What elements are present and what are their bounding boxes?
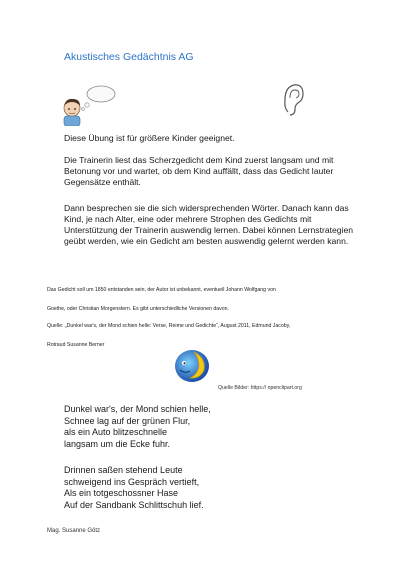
source-note-line: Goethe, oder Christian Morgenstern. Es gibt unterschiedliche Versionen davon. <box>47 306 229 312</box>
poem-line: Dunkel war's, der Mond schien helle, <box>64 404 211 414</box>
poem-stanza-2 <box>64 465 204 511</box>
source-note-line: Das Gedicht soll um 1850 entstanden sein, der Autor ist unbekannt, eventuell Johann Wolfgang von <box>47 287 276 293</box>
poem-stanza-1 <box>64 404 211 450</box>
poem-line: als ein Auto blitzeschnelle <box>64 427 168 437</box>
intro-paragraph: Diese Übung ist für größere Kinder geeignet. <box>64 133 235 143</box>
moon-sun-icon <box>172 348 214 384</box>
instruction-paragraph: Die Trainerin liest das Scherzgedicht dem Kind zuerst langsam und mit Betonung vor und wartet, ob dem Kind auffällt, dass das Gedicht lauter Gegensätze enthält. <box>64 155 334 187</box>
source-note-line: Quelle: „Dunkel war's, der Mond schien helle: Verse, Reime und Gedichte“, August 2011, Edmund Jacoby, <box>47 323 291 329</box>
image-credit: Quelle Bilder: https:// openclipart.org <box>218 385 302 391</box>
poem-line: schweigend ins Gespräch vertieft, <box>64 476 200 487</box>
poem-line: Drinnen saßen stehend Leute <box>64 465 183 475</box>
poem-line: langsam um die Ecke fuhr. <box>64 438 171 449</box>
author-footer: Mag. Susanne Götz <box>47 528 101 534</box>
ear-icon <box>282 82 306 118</box>
method-paragraph: Dann besprechen sie die sich widersprechenden Wörter. Danach kann das Kind, je nach Alter, eine oder mehrere Strophen des Gedichts mit Unterstützung der Trainerin auswendig lernen. Dabei können Lernstrategien geübt werden, wie ein Gedicht am besten auswendig gelernt werden kann. <box>64 203 354 246</box>
poem-line: Als ein totgeschossner Hase <box>64 488 179 498</box>
poem-line: Schnee lag auf der grünen Flur, <box>64 415 191 426</box>
source-note-line: Rotraud Susanne Berner <box>47 342 105 348</box>
poem-line: Auf der Sandbank Schlittschuh lief. <box>64 499 204 510</box>
thinking-boy-icon <box>56 84 126 126</box>
document-title: Akustisches Gedächtnis AG <box>64 51 194 63</box>
